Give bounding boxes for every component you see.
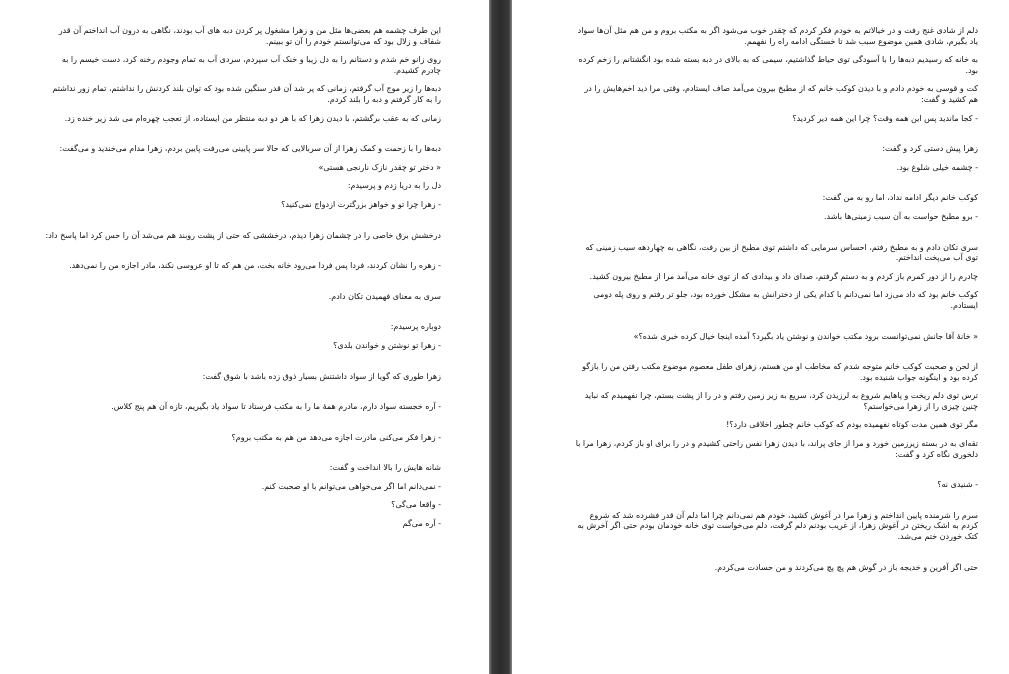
paragraph: چادرم را از دور کمرم باز کردم و به دستم گرفتم، صدای داد و بیدادی که از توی خانه می‌آمد مرا از مطبخ بیرون کشید. <box>589 271 978 281</box>
paragraph: ترس توی دلم ریخت و پاهایم شروع به لرزیدن کرد، سریع به زیر زمین رفتم و در را از پشت بستم، چرا نفهمیدم که نباید چنین چیزی را از زهرا می‌خواستم؟ <box>584 391 978 411</box>
paragraph: - زهرا فکر می‌کنی مادرت اجازه می‌دهد من هم به مکتب بروم؟ <box>231 432 441 442</box>
paragraph: - واقعا می‌گی؟ <box>391 500 441 510</box>
paragraph: - زهره را نشان کردند، فردا پس فردا می‌رود خانه بخت، من هم که تا او عروسی نکند، مادر اجازه من را نمی‌دهد. <box>69 261 441 271</box>
paragraph: زهرا پیش دستی کرد و گفت: <box>882 144 978 154</box>
paragraph: - برو مطبخ حواست به آن سیب زمینی‌ها باشد. <box>823 211 978 221</box>
paragraph: - شنیدی نه؟ <box>937 480 978 490</box>
paragraph: این طرف چشمه هم بعضی‌ها مثل من و زهرا مشغول پر کردن دبه های آب بودند، نگاهی به درون آب انداختم آن قدر شفاف و زلال بود که می‌توانستم خودم را آن تو ببینم. <box>58 26 441 46</box>
paragraph: دبه‌ها را با زحمت و کمک زهرا از آن سربالایی که حالا سر پایینی می‌رفت پایین بردم، زهرا مدام می‌خندید و می‌گفت: <box>59 144 441 154</box>
paragraph: « دختر تو چقدر نازک نارنجی هستی» <box>318 162 441 172</box>
paragraph: دلم از شادی غنج رفت و در خیالاتم به خودم فکر کردم که چقدر خوب می‌شود اگر به مکتب بروم و من هم مثل آن‌ها سواد یاد بگیرم، شادی همین موضوع سبب شد تا خستگی ادامه راه را نفهمم. <box>577 26 978 46</box>
paragraph: سرم را شرمنده پایین انداختم و زهرا مرا در آغوش کشید، خودم هم نمی‌دانم چرا اما دلم آن قدر فشرده شد که شروع کردم به اشک ریختن در آغوش زهرا، از غریب بودنم دلم گرفت، دلم می‌خواست توی خانه خودمان بودم حتی اگر آخرش به کتک خوردن ختم می‌شد. <box>577 510 978 542</box>
paragraph: دوباره پرسیدم: <box>390 322 441 332</box>
paragraph: سری به معنای فهمیدن تکان دادم. <box>328 291 441 301</box>
paragraph: زهرا طوری که گویا از سواد داشتنش بسیار ذوق زده باشد با شوق گفت: <box>202 371 441 381</box>
paragraph: کت و قوسی به خودم دادم و با دیدن کوکب خانم که از مطبخ بیرون می‌آمد صاف ایستادم، وقتی مرا دید اخم‌هایش را در هم کشید و گفت: <box>584 84 978 104</box>
paragraph: تقه‌ای به در بسته زیرزمین خورد و مرا از جای پراند، با دیدن زهرا نفس راحتی کشیدم و در را برای او باز کردم، زهرا مرا با دلخوری نگاه کرد و گفت: <box>575 439 978 459</box>
paragraph: درخشش برق خاصی را در چشمان زهرا دیدم، درخششی که حتی از پشت روبند هم می‌شد آن را حس کرد اما پاسخ داد: <box>45 230 441 240</box>
paragraph: کوکب خانم دیگر ادامه نداد، اما رو به من گفت: <box>822 193 978 203</box>
right-page-text <box>574 26 978 581</box>
paragraph: - آره خجسته سواد دارم، مادرم همهٔ ما را به مکتب فرستاد تا سواد یاد بگیریم، تازه آن هم پنج کلاس. <box>111 402 441 412</box>
paragraph: دل را به دریا زدم و پرسیدم: <box>347 181 441 191</box>
paragraph: « خانهٔ آقا جانش نمی‌توانست برود مکتب خواندن و نوشتن یاد بگیرد؟ آمده اینجا خیال کرده خبری شده؟» <box>633 331 978 341</box>
paragraph: - چشمه خیلی شلوغ بود. <box>896 162 978 172</box>
paragraph: - آره می‌گم <box>402 519 441 529</box>
book-spine-divider <box>489 0 512 674</box>
paragraph: به خانه که رسیدیم دبه‌ها را با آسودگی توی حیاط گذاشتیم، سیمی که به بالای در دبه بسته شده بود انگشتانم را زخم کرده بود. <box>578 55 978 75</box>
paragraph: حتی اگر آفرین و خدیجه باز در گوش هم پچ پچ می‌کردند و من حسادت می‌کردم. <box>714 562 978 572</box>
left-page <box>0 0 489 674</box>
paragraph: دبه‌ها را زیر موج آب گرفتم، زمانی که پر شد آن قدر سنگین شده بود که توان بلند کردنش را نداشتم، تمام زور نداشتم را به کار گرفتم و دبه را بلند کردم. <box>52 84 441 104</box>
paragraph: کوکب خانم بود که داد می‌زد اما نمی‌دانم با کدام یکی از دخترانش به مشکل خورده بود، جلو تر رفتم و روی پله دومی ایستادم. <box>593 290 978 310</box>
paragraph: زمانی که به عقب برگشتم، با دیدن زهرا که با هر دو دبه منتظر من ایستاده، از تعجب چهره‌ام می شد زیر خنده زد. <box>64 113 441 123</box>
paragraph: مگر توی همین مدت کوتاه نفهمیده بودم که کوکب خانم چطور اخلاقی دارد؟! <box>726 420 978 430</box>
paragraph: - زهرا چرا تو و خواهر بزرگترت ازدواج نمی‌کنید؟ <box>281 199 441 209</box>
right-page <box>512 0 1009 674</box>
left-page-text <box>45 26 441 538</box>
paragraph: شانه هایش را بالا انداخت و گفت: <box>329 463 441 473</box>
paragraph: از لحن و صحبت کوکب خانم متوجه شدم که مخاطب او من هستم، زهرای طفل معصوم موضوع مکتب رفتن من را بازگو کرده بود و اینگونه جواب شنیده بود. <box>582 362 978 382</box>
paragraph: - زهرا تو نوشتن و خواندن بلدی؟ <box>333 340 441 350</box>
paragraph: سری تکان دادم و به مطبخ رفتم، احساس سرمایی که داشتم توی مطبخ از بین رفت، نگاهی به چهاردهه سیب زمینی که توی آب می‌پخت انداختم. <box>585 242 978 263</box>
paragraph: روی زانو خم شدم و دستانم را به دل زیبا و خنک آب سپردم، سردی آب به تمام وجودم رخنه کرد، دست خیسم را به چادرم کشیدم. <box>61 55 441 75</box>
paragraph: - کجا ماندید پس این همه وقت؟ چرا این همه دیر کردید؟ <box>792 113 978 123</box>
paragraph: - نمی‌دانم اما اگر می‌خواهی می‌توانم با او صحبت کنم. <box>261 481 441 491</box>
